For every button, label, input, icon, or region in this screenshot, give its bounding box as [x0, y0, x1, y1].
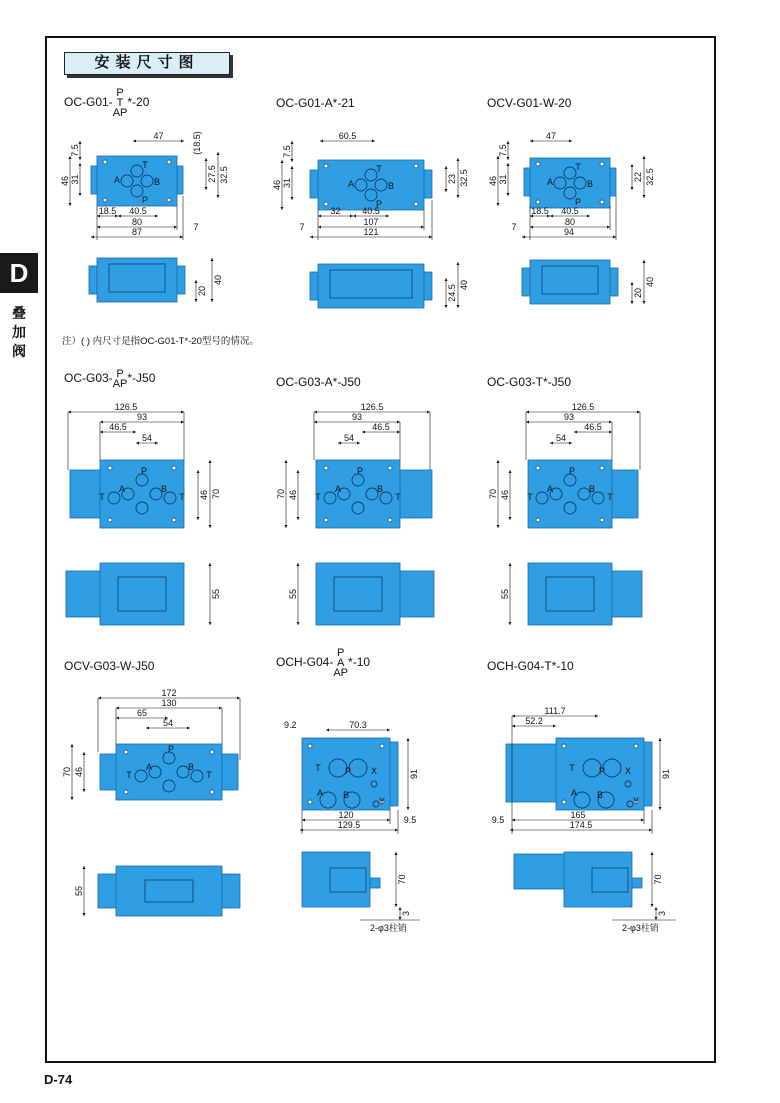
model-label-9: OCH-G04-T*-10	[487, 659, 574, 673]
pin-note: 2-φ3柱销	[622, 923, 659, 933]
port-letter-T: T	[395, 492, 401, 502]
port-letter-T: T	[315, 763, 321, 773]
dimension-label: 31	[70, 174, 80, 185]
bolt-hole	[167, 198, 171, 202]
bolt-hole	[124, 790, 128, 794]
port-letter-A: A	[145, 762, 153, 772]
bolt-hole	[103, 198, 107, 202]
dimension-label: 22	[633, 171, 643, 183]
bolt-hole	[103, 160, 107, 164]
valve-body	[97, 156, 177, 206]
port-letter-A: A	[546, 484, 554, 494]
bolt-hole	[600, 518, 604, 522]
dimension-label: 46	[272, 179, 282, 191]
valve-body	[318, 160, 424, 210]
dimension-label: 20	[197, 285, 207, 297]
dimension-label: 94	[563, 227, 575, 237]
dimension-label: 70	[62, 766, 72, 778]
dimension-label: 46	[288, 489, 298, 501]
port-letter-A: A	[316, 788, 324, 798]
dimension-label: 55	[74, 885, 84, 897]
dimension-label: (18.5)	[192, 131, 202, 155]
valve-body	[302, 852, 370, 907]
dimension-label: 31	[282, 177, 292, 189]
dimension-label: 46.5	[372, 422, 390, 432]
bolt-hole	[414, 164, 418, 168]
bolt-hole	[308, 800, 312, 804]
dimension-label: 65	[136, 708, 148, 718]
dimension-label: 46	[500, 489, 510, 501]
port-letter-B: B	[588, 484, 596, 494]
valve-end-cap	[522, 268, 530, 296]
dimension-label: 54	[141, 433, 153, 443]
port-letter-P: P	[568, 466, 576, 476]
port-letter-P: P	[141, 195, 149, 205]
valve-end-cap	[424, 272, 432, 300]
dimension-label: 70	[653, 874, 663, 885]
valve-end-cap	[222, 874, 240, 908]
dimension-label: 7.5	[498, 144, 508, 157]
model-label-5: OC-G03-A*-J50	[276, 375, 361, 389]
port-letter-T: T	[206, 770, 212, 780]
dimension-label: 3	[657, 910, 667, 917]
valve-end-cap	[66, 571, 100, 617]
port-letter-P: P	[574, 197, 582, 207]
bolt-hole	[108, 466, 112, 470]
dimension-label: 52.2	[525, 716, 543, 726]
dimension-label: 54	[343, 433, 355, 443]
valve-end-cap	[612, 571, 642, 617]
bolt-hole	[380, 744, 384, 748]
valve-end-cap	[424, 170, 432, 198]
port-letter-B: B	[187, 762, 195, 772]
valve-body	[100, 563, 184, 625]
side-tab-label: 叠加阀	[12, 305, 26, 359]
valve-body	[316, 563, 400, 625]
port-letter-X: X	[370, 766, 378, 776]
valve-body	[318, 264, 424, 308]
dimension-label: 46	[199, 489, 209, 501]
bolt-hole	[634, 744, 638, 748]
valve-end-cap	[610, 268, 618, 296]
dimension-label: 32.5	[645, 168, 655, 186]
valve-end-cap	[98, 874, 116, 908]
bolt-hole	[324, 518, 328, 522]
dimension-label: 55	[288, 588, 298, 600]
port-letter-T: T	[607, 492, 613, 502]
port-letter-A: A	[570, 788, 578, 798]
valve-end-cap	[610, 168, 616, 196]
bolt-hole	[562, 744, 566, 748]
port-letter-B: B	[586, 179, 594, 189]
port-letter-P: P	[598, 766, 606, 776]
port-letter-T: T	[569, 763, 575, 773]
model-label-4: OC-G03- P AP*-J50	[64, 368, 156, 390]
valve-end-cap	[370, 878, 380, 888]
valve-end-cap	[632, 878, 642, 888]
bolt-hole	[167, 160, 171, 164]
port-letter-B: B	[376, 484, 384, 494]
dimension-label: 40	[645, 276, 655, 288]
port-letter-T: T	[126, 770, 132, 780]
dimension-label: 18.5	[98, 206, 117, 216]
dimension-label: 40.5	[362, 206, 380, 216]
dimension-label: 126.5	[114, 402, 138, 412]
dimension-label: 93	[136, 412, 148, 422]
dimension-label: 31	[498, 174, 508, 185]
dimension-label: 32.5	[459, 169, 469, 187]
footnote: 注）( ) 内尺寸是指OC-G01-T*-20型号的情况。	[62, 336, 259, 347]
valve-body	[530, 158, 610, 208]
bolt-hole	[600, 200, 604, 204]
dimension-label: 3	[401, 910, 411, 917]
valve-body	[528, 563, 612, 625]
dimension-label: 60.5	[338, 131, 357, 141]
dimension-label: 9.2	[284, 720, 297, 730]
dimension-label: 80	[131, 217, 143, 227]
dimension-label: 24.5	[447, 284, 457, 302]
valve-end-cap	[400, 470, 432, 518]
dimension-label: 70.3	[349, 720, 367, 730]
bolt-hole	[600, 466, 604, 470]
dimension-label: 120	[338, 810, 354, 820]
port-letter-B: B	[153, 177, 161, 187]
bolt-hole	[388, 466, 392, 470]
valve-end-cap	[70, 470, 100, 518]
dimension-label: 46	[60, 175, 70, 187]
bolt-hole	[536, 162, 540, 166]
dimension-label: 54	[555, 433, 567, 443]
bolt-hole	[324, 164, 328, 168]
valve-end-cap	[524, 168, 530, 196]
dimension-label: 55	[500, 588, 510, 600]
dimension-label: 40	[213, 274, 223, 286]
bolt-hole	[388, 518, 392, 522]
bolt-hole	[324, 466, 328, 470]
valve-body	[564, 852, 632, 907]
port-letter-A: A	[347, 179, 355, 189]
dimension-label: 70	[397, 874, 407, 885]
port-letter-T: T	[179, 492, 185, 502]
dimension-label: 70	[488, 488, 498, 500]
model-label-7: OCV-G03-W-J50	[64, 659, 155, 673]
model-label-8: OCH-G04-P A AP*-10	[276, 647, 371, 679]
dimension-label: 80	[564, 217, 576, 227]
dimension-label: 54	[162, 718, 174, 728]
port-letter-B: B	[596, 790, 604, 800]
model-label-1: OC-G01-P T AP*-20	[64, 87, 150, 119]
dimension-label: 47	[545, 131, 557, 141]
dimension-label: 7.5	[282, 145, 292, 158]
port-letter-T: T	[99, 492, 105, 502]
dimension-label: 91	[661, 768, 671, 780]
dimension-label: 172	[161, 688, 177, 698]
bolt-hole	[536, 466, 540, 470]
bolt-hole	[536, 200, 540, 204]
dimension-label: 32	[330, 206, 341, 216]
side-tab-letter: D	[0, 253, 38, 293]
dimension-label: 129.5	[337, 820, 361, 830]
bolt-hole	[210, 790, 214, 794]
port-letter-T: T	[142, 160, 148, 170]
bolt-hole	[562, 800, 566, 804]
valve-end-cap	[222, 754, 238, 790]
dimension-label: 46.5	[109, 422, 127, 432]
dimension-label: 111.7	[544, 706, 566, 716]
dimension-label: 27.5	[207, 165, 217, 183]
dimension-label: 165	[570, 810, 586, 820]
valve-end-cap	[177, 266, 185, 294]
page-number: D-74	[44, 1072, 73, 1087]
dimension-label: 9.5	[491, 815, 505, 825]
port-letter-B: B	[342, 790, 350, 800]
valve-end-cap	[390, 742, 398, 806]
bolt-hole	[108, 518, 112, 522]
model-label-6: OC-G03-T*-J50	[487, 375, 572, 389]
port-letter-A: A	[546, 177, 554, 187]
port-letter-P: P	[140, 466, 148, 476]
bolt-hole	[124, 750, 128, 754]
dimension-label: 7	[511, 222, 517, 232]
valve-end-cap	[514, 854, 564, 889]
valve-end-cap	[310, 170, 318, 198]
dimension-label: 40.5	[129, 206, 147, 216]
dimension-label: 32.5	[219, 166, 229, 184]
dimension-label: 23	[447, 173, 457, 185]
dimension-label: 70	[276, 488, 286, 500]
dimension-label: 40.5	[561, 206, 579, 216]
dimension-label: 87	[131, 227, 143, 237]
bolt-hole	[172, 518, 176, 522]
port-letter-P: P	[344, 766, 352, 776]
bolt-hole	[308, 744, 312, 748]
port-letter-T: T	[575, 162, 581, 172]
valve-end-cap	[400, 571, 434, 617]
bolt-hole	[324, 202, 328, 206]
bolt-hole	[600, 162, 604, 166]
port-letter-P: P	[356, 466, 364, 476]
dimension-label: 121	[363, 227, 379, 237]
bolt-hole	[172, 466, 176, 470]
port-letter-P: P	[167, 744, 175, 754]
port-letter-Y: Y	[378, 796, 386, 806]
model-label-2: OC-G01-A*-21	[276, 96, 355, 110]
model-label-3: OCV-G01-W-20	[487, 96, 572, 110]
dimension-label: 18.5	[531, 206, 549, 216]
section-title: 安装尺寸图	[64, 52, 230, 75]
dimension-label: 55	[211, 588, 221, 600]
pin-note: 2-φ3柱销	[370, 923, 407, 933]
valve-end-cap	[310, 272, 318, 300]
bolt-hole	[210, 750, 214, 754]
valve-body	[116, 866, 222, 916]
dimension-label: 46	[74, 766, 84, 778]
dimension-label: 40	[459, 279, 469, 291]
dimension-label: 9.5	[403, 815, 417, 825]
port-letter-A: A	[118, 484, 126, 494]
valve-end-cap	[91, 166, 97, 194]
dimension-label: 107	[363, 217, 379, 227]
bolt-hole	[536, 518, 540, 522]
port-letter-T: T	[376, 164, 382, 174]
dimension-label: 126.5	[571, 402, 595, 412]
port-letter-A: A	[113, 175, 121, 185]
dimension-label: 20	[633, 287, 643, 299]
valve-end-cap	[89, 266, 97, 294]
dimension-label: 91	[409, 768, 419, 780]
port-letter-Y: Y	[632, 796, 640, 806]
dimension-label: 7	[193, 222, 199, 232]
dimension-label: 46.5	[584, 422, 602, 432]
dimension-label: 126.5	[360, 402, 384, 412]
bolt-hole	[414, 202, 418, 206]
valve-end-cap	[506, 744, 556, 802]
valve-end-cap	[644, 742, 652, 806]
valve-end-cap	[177, 166, 183, 194]
dimension-label: 174.5	[569, 820, 593, 830]
port-letter-T: T	[527, 492, 533, 502]
port-letter-B: B	[160, 484, 168, 494]
valve-end-cap	[612, 470, 638, 518]
port-letter-P: P	[375, 199, 383, 209]
dimension-label: 70	[211, 488, 221, 500]
port-letter-A: A	[334, 484, 342, 494]
port-letter-X: X	[624, 766, 632, 776]
valve-end-cap	[100, 754, 116, 790]
dimension-label: 7	[299, 222, 305, 232]
port-letter-B: B	[387, 181, 395, 191]
dimension-label: 46	[488, 175, 498, 187]
dimension-label: 93	[351, 412, 363, 422]
port-letter-T: T	[315, 492, 321, 502]
dimension-label: 93	[563, 412, 575, 422]
dimension-label: 47	[153, 131, 164, 141]
dimension-label: 130	[161, 698, 177, 708]
dimension-label: 7.5	[70, 144, 80, 157]
